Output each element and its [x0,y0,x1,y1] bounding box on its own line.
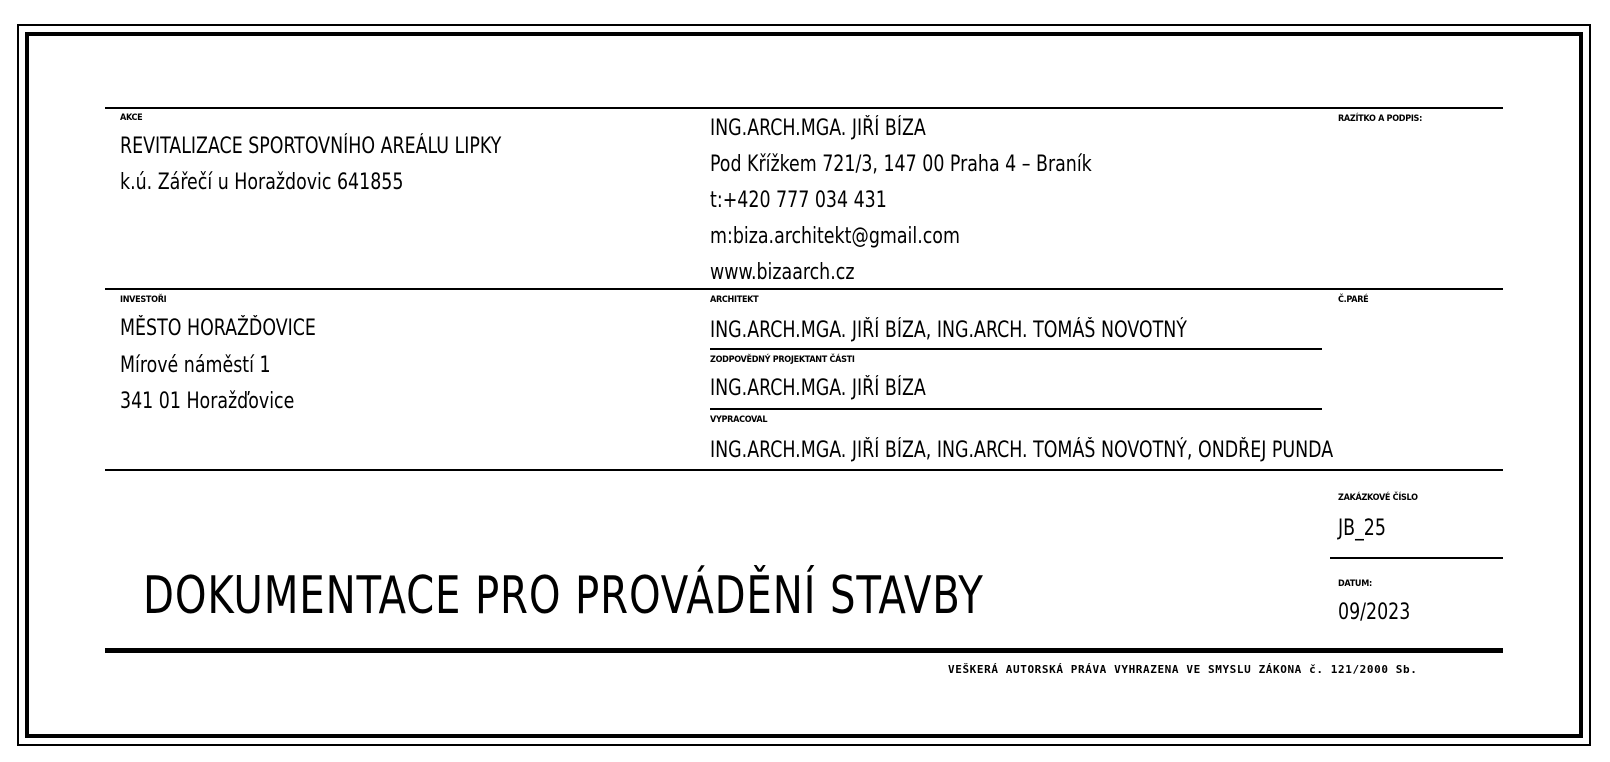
investor-label: INVESTOŘI [120,295,167,305]
order-label: ZAKÁZKOVÉ ČÍSLO [1338,493,1418,503]
office-email: m:biza.architekt@gmail.com [710,224,960,249]
prepared-value: ING.ARCH.MGA. JIŘÍ BÍZA, ING.ARCH. TOMÁŠ NOVOTNÝ, ONDŘEJ PUNDA [710,438,1334,463]
architect-label: ARCHITEKT [710,295,759,305]
copyright-notice: VEŠKERÁ AUTORSKÁ PRÁVA VYHRAZENA VE SMYSLU ZÁKONA č. 121/2000 Sb. [948,663,1418,676]
office-phone: t:+420 777 034 431 [710,188,887,213]
investor-street: Mírové náměstí 1 [120,353,271,378]
architect-value: ING.ARCH.MGA. JIŘÍ BÍZA, ING.ARCH. TOMÁŠ NOVOTNÝ [710,318,1187,343]
rule-order [1330,557,1503,559]
office-name: ING.ARCH.MGA. JIŘÍ BÍZA [710,116,926,141]
responsible-label: ZODPOVĚDNÝ PROJEKTANT ČÁSTI [710,355,855,365]
responsible-value: ING.ARCH.MGA. JIŘÍ BÍZA [710,376,926,401]
date-value: 09/2023 [1338,600,1411,625]
copies-label: Č.PARÉ [1338,295,1369,305]
rule-responsible [710,408,1322,410]
rule-top [105,107,1503,109]
action-cadastre: k.ú. Zářečí u Horaždovic 641855 [120,170,404,195]
action-title: REVITALIZACE SPORTOVNÍHO AREÁLU LIPKY [120,134,502,159]
rule-mid-2 [105,469,1503,471]
document-title: DOKUMENTACE PRO PROVÁDĚNÍ STAVBY [143,566,984,626]
office-web: www.bizaarch.cz [710,260,855,285]
investor-city: 341 01 Horažďovice [120,389,295,414]
order-value: JB_25 [1338,516,1386,541]
rule-bottom [105,648,1503,653]
rule-mid-1 [105,288,1503,290]
investor-name: MĚSTO HORAŽĎOVICE [120,316,316,341]
action-label: AKCE [120,113,143,123]
date-label: DATUM: [1338,579,1372,589]
rule-architect [710,348,1322,350]
office-address: Pod Křížkem 721/3, 147 00 Praha 4 – Braník [710,152,1092,177]
prepared-label: VYPRACOVAL [710,415,768,425]
stamp-label: RAZÍTKO A PODPIS: [1338,114,1423,124]
